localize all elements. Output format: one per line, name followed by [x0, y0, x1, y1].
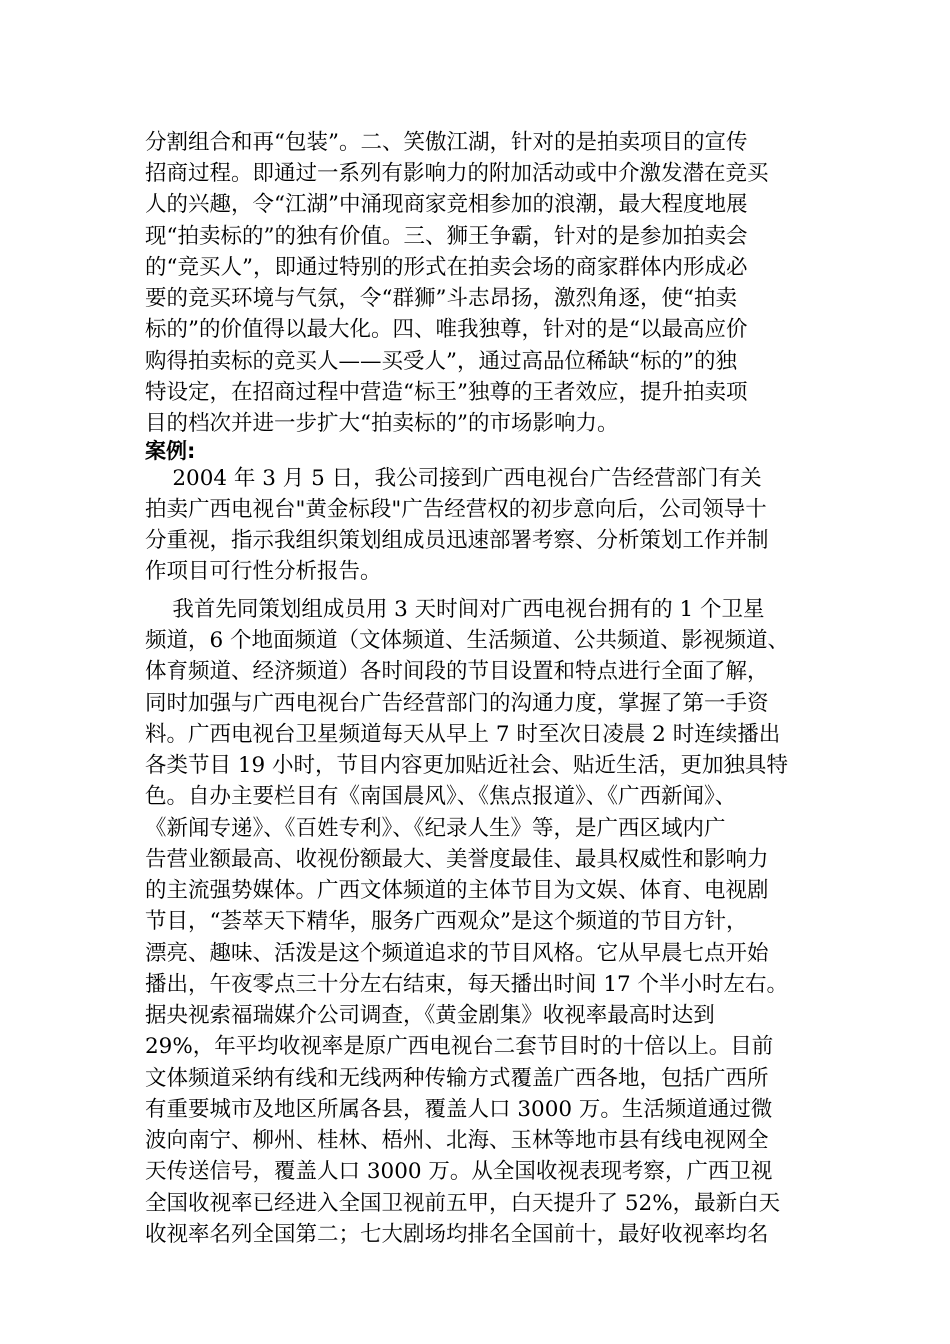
text-line: 节目，“荟萃天下精华，服务广西观众”是这个频道的节目方针，	[145, 909, 748, 934]
text-line: 全国收视率已经进入全国卫视前五甲，白天提升了 52%，最新白天	[145, 1191, 781, 1216]
text-line: 分重视，指示我组织策划组成员迅速部署考察、分析策划工作并制	[145, 528, 769, 553]
text-line: 料。广西电视台卫星频道每天从早上 7 时至次日凌晨 2 时连续播出	[145, 722, 781, 747]
text-line: 有重要城市及地区所属各县，覆盖人口 3000 万。生活频道通过微	[145, 1097, 773, 1122]
text-line: 波向南宁、柳州、桂林、梧州、北海、玉林等地市县有线电视网全	[145, 1128, 769, 1153]
text-line: 同时加强与广西电视台广告经营部门的沟通力度，掌握了第一手资	[145, 691, 769, 716]
text-line: 告营业额最高、收视份额最大、美誉度最佳、最具权威性和影响力	[145, 847, 769, 872]
text-line: 收视率名列全国第二；七大剧场均排名全国前十，最好收视率均名	[145, 1222, 769, 1247]
text-line: 特设定，在招商过程中营造“标王”独尊的王者效应，提升拍卖项	[145, 380, 748, 405]
text-line: 要的竞买环境与气氛，令“群狮”斗志昂扬，激烈角逐，使“拍卖	[145, 286, 737, 311]
text-line: 2004 年 3 月 5 日，我公司接到广西电视台广告经营部门有关	[145, 466, 762, 491]
text-line: 各类节目 19 小时，节目内容更加贴近社会、贴近生活，更加独具特	[145, 753, 789, 778]
text-line: 《新闻专递》、《百姓专利》、《纪录人生》等，是广西区域内广	[145, 816, 726, 841]
text-line: 漂亮、趣味、活泼是这个频道追求的节目风格。它从早晨七点开始	[145, 941, 769, 966]
text-line: 文体频道采纳有线和无线两种传输方式覆盖广西各地，包括广西所	[145, 1066, 769, 1091]
text-line: 的“竞买人”，即通过特别的形式在拍卖会场的商家群体内形成必	[145, 255, 748, 280]
text-line: 频道，6 个地面频道（文体频道、生活频道、公共频道、影视频道、	[145, 628, 790, 653]
section-heading: 案例:	[145, 439, 196, 463]
text-line: 现“拍卖标的”的独有价值。三、狮王争霸，针对的是参加拍卖会	[145, 224, 748, 249]
text-line: 标的”的价值得以最大化。四、唯我独尊，针对的是“以最高应价	[145, 317, 748, 342]
text-line: 人的兴趣，令“江湖”中涌现商家竞相参加的浪潮，最大程度地展	[145, 192, 748, 217]
text-line: 天传送信号，覆盖人口 3000 万。从全国收视表现考察，广西卫视	[145, 1159, 773, 1184]
text-line: 据央视索福瑞媒介公司调查，《黄金剧集》收视率最高时达到	[145, 1003, 715, 1028]
text-line: 目的档次并进一步扩大“拍卖标的”的市场影响力。	[145, 411, 619, 436]
text-line: 色。自办主要栏目有《南国晨风》、《焦点报道》、《广西新闻》、	[145, 784, 737, 809]
text-line: 招商过程。即通过一系列有影响力的附加活动或中介激发潜在竞买	[145, 161, 769, 186]
text-line: 我首先同策划组成员用 3 天时间对广西电视台拥有的 1 个卫星	[145, 597, 765, 622]
text-line: 播出，午夜零点三十分左右结束，每天播出时间 17 个半小时左右。	[145, 972, 789, 997]
text-line: 的主流强势媒体。广西文体频道的主体节目为文娱、体育、电视剧	[145, 878, 769, 903]
text-line: 29%，年平均收视率是原广西电视台二套节目时的十倍以上。目前	[145, 1034, 774, 1059]
text-line: 作项目可行性分析报告。	[145, 559, 382, 584]
text-line: 分割组合和再“包装”。二、笑傲江湖，针对的是拍卖项目的宣传	[145, 130, 748, 155]
text-line: 体育频道、经济频道）各时间段的节目设置和特点进行全面了解，	[145, 659, 769, 684]
text-line: 拍卖广西电视台"黄金标段"广告经营权的初步意向后，公司领导十	[145, 497, 767, 522]
text-line: 购得拍卖标的竞买人——买受人”，通过高品位稀缺“标的”的独	[145, 349, 737, 374]
